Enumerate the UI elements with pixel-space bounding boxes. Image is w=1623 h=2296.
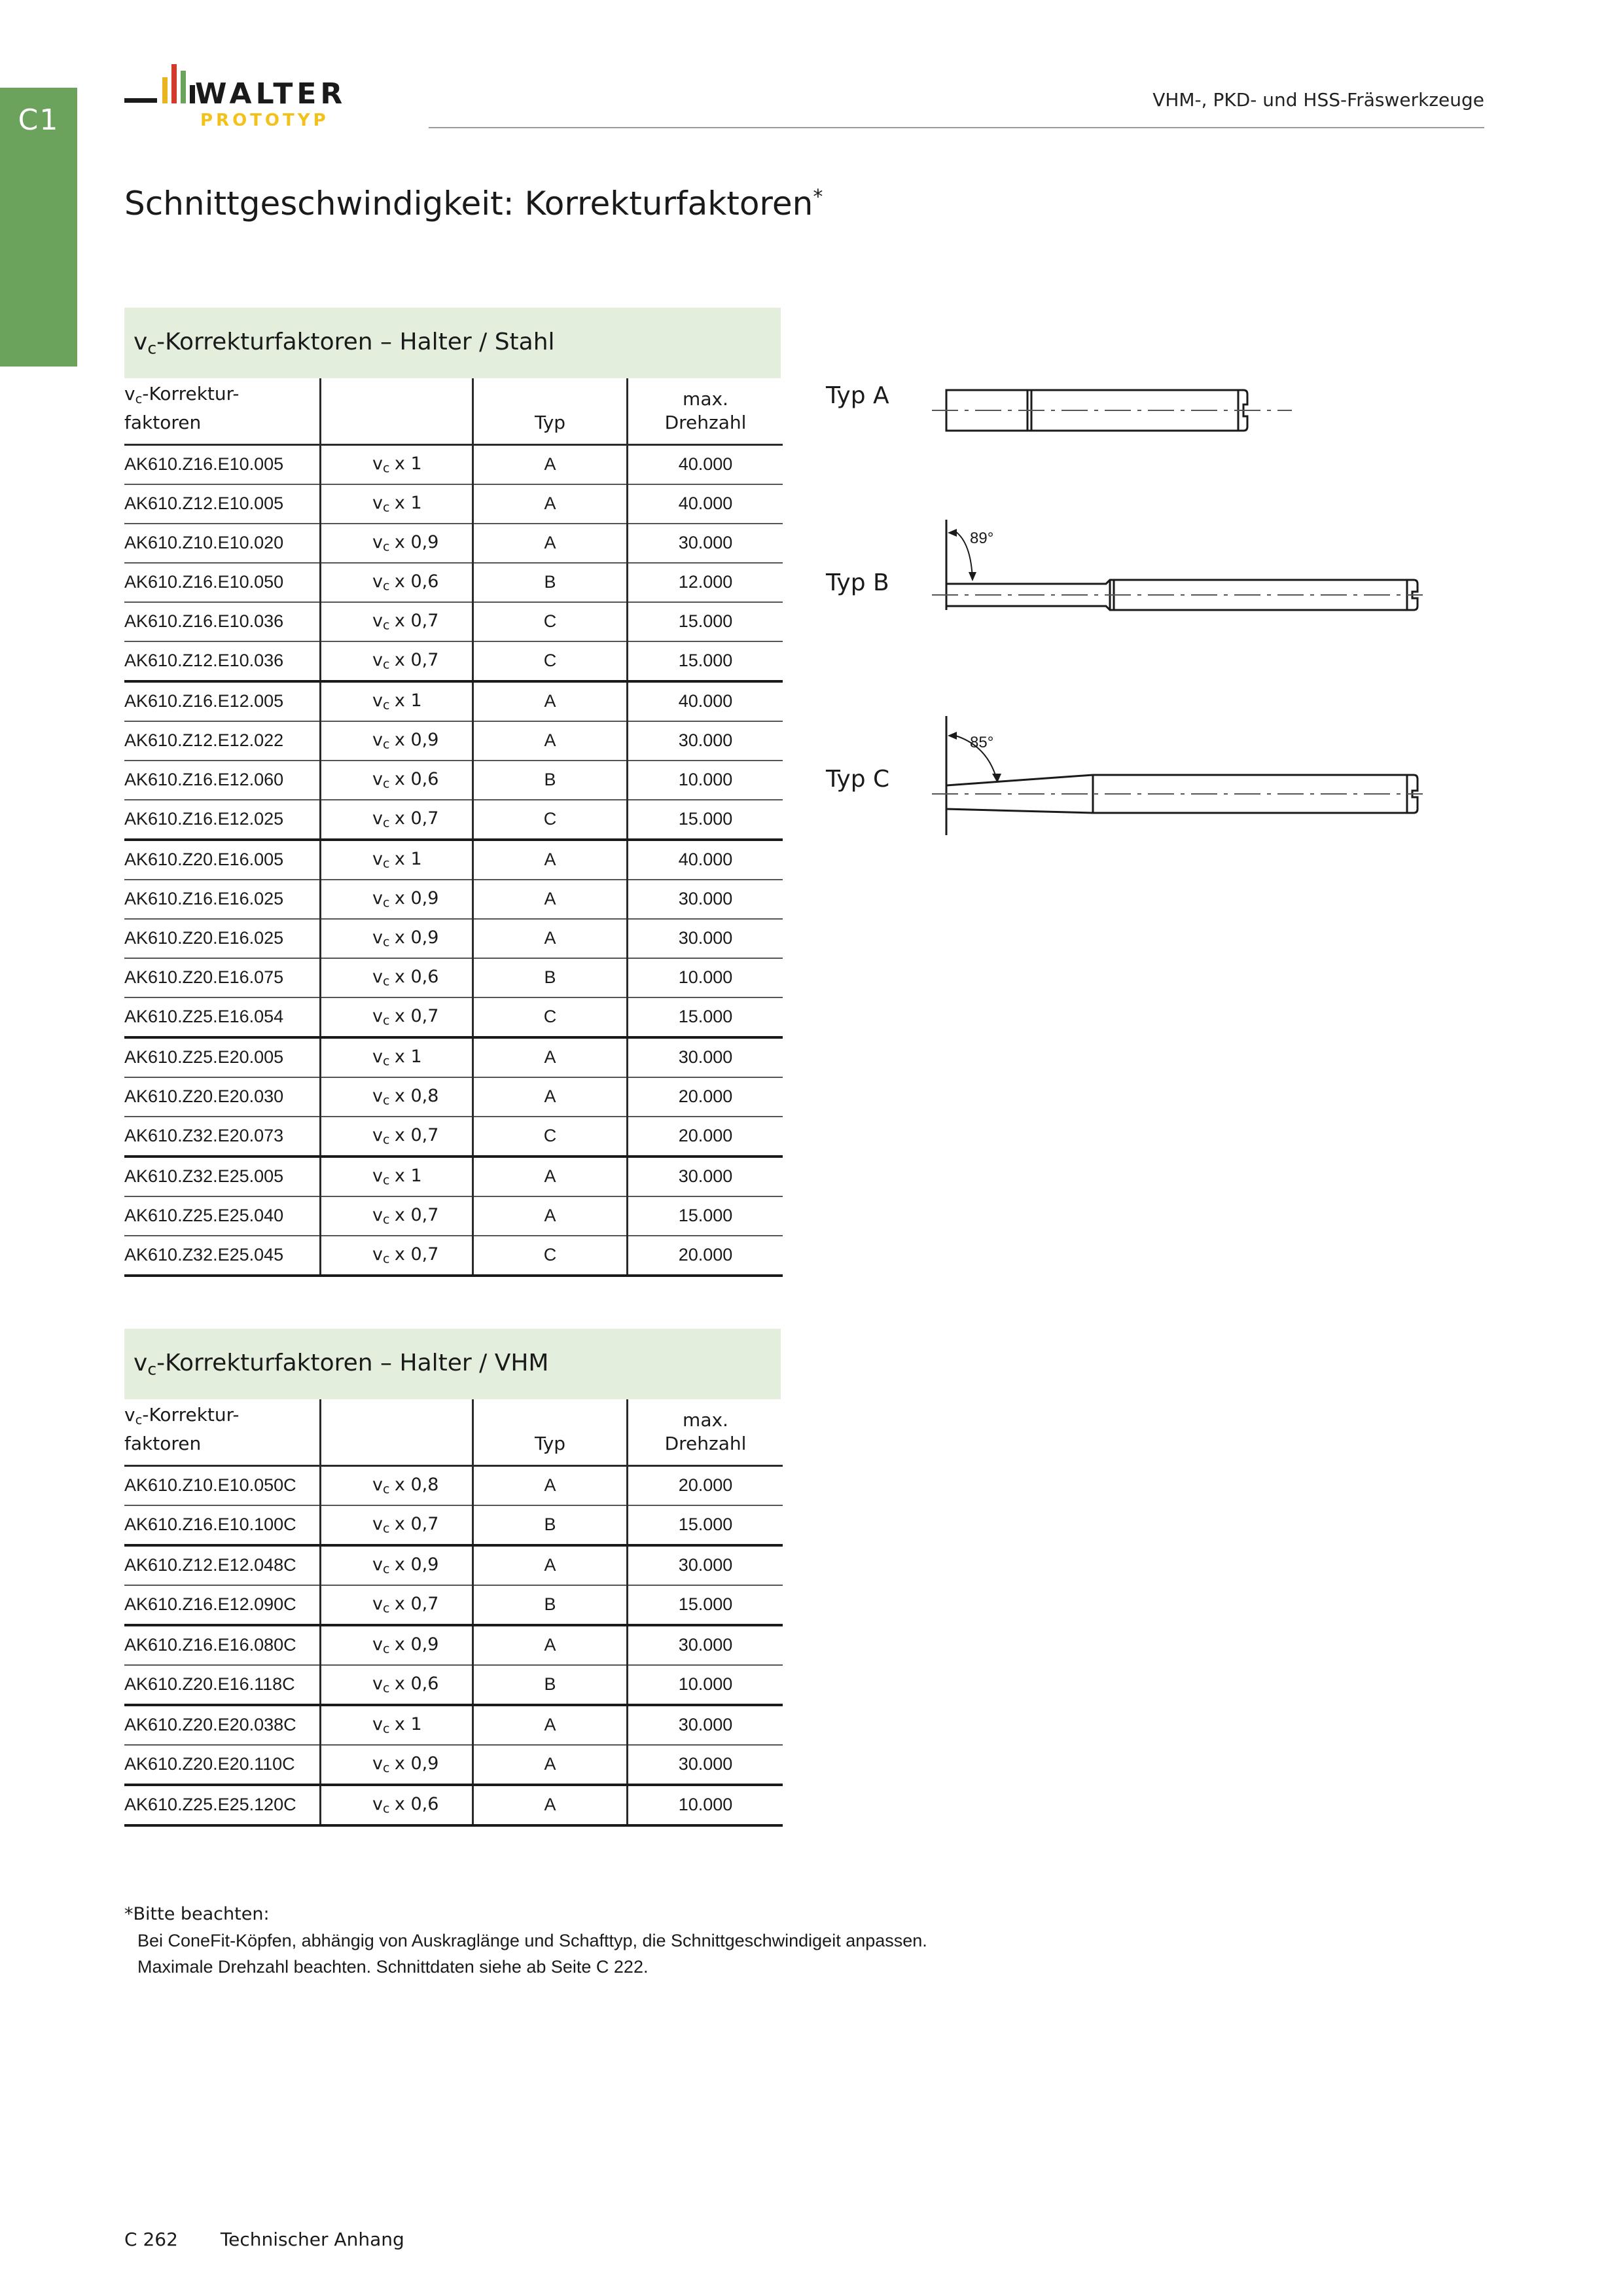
table-row (124, 1745, 783, 1785)
factor-value: x 1 (394, 1714, 422, 1735)
cell-typ: A (473, 1785, 628, 1825)
vhm-table-title: $v_c$-Korrekturfaktoren – Halter / VHM (124, 1329, 781, 1399)
cell-factor (321, 919, 473, 958)
cell-factor (321, 1745, 473, 1785)
cell-typ: A (473, 1545, 628, 1585)
vc-symbol: $v_c$ (372, 1514, 390, 1536)
vc-symbol: $v_c$ (372, 1125, 390, 1147)
cell-factor (321, 484, 473, 524)
cell-max-rpm: 30.000 (628, 1705, 783, 1745)
footnote (124, 1901, 927, 1980)
cell-factor (321, 1196, 473, 1236)
cell-code: AK610.Z20.E16.075 (124, 958, 321, 997)
vc-symbol: $v_c$ (372, 611, 390, 633)
vc-symbol: $v_c$ (372, 888, 390, 910)
vhm-table-section (124, 1329, 781, 1827)
cell-max-rpm: 15.000 (628, 1585, 783, 1625)
factor-value: x 1 (394, 1166, 422, 1187)
cell-typ: A (473, 681, 628, 721)
table-row (124, 641, 783, 681)
cell-typ: A (473, 880, 628, 919)
factor-value: x 0,7 (394, 1594, 439, 1615)
factor-value: x 0,7 (394, 1244, 439, 1265)
cell-factor (321, 1505, 473, 1545)
svg-text:PROTOTYP: PROTOTYP (200, 111, 329, 130)
cell-factor (321, 958, 473, 997)
cell-max-rpm: 30.000 (628, 721, 783, 761)
cell-code: AK610.Z20.E20.110C (124, 1745, 321, 1785)
table-row (124, 761, 783, 800)
vc-symbol: $v_c$ (372, 1554, 390, 1577)
cell-code: AK610.Z16.E10.050 (124, 563, 321, 602)
factor-value: x 0,7 (394, 611, 439, 632)
cell-typ: A (473, 524, 628, 563)
cell-typ: B (473, 761, 628, 800)
cell-typ: A (473, 1705, 628, 1745)
vc-symbol: $v_c$ (372, 454, 390, 476)
vc-symbol: $v_c$ (372, 1594, 390, 1616)
vc-symbol: $v_c$ (372, 1714, 390, 1736)
col-header-factor: $v_c-Korrektur-$ faktoren (124, 1399, 321, 1465)
cell-code: AK610.Z25.E16.054 (124, 997, 321, 1037)
steel-correction-table (124, 378, 783, 1277)
cell-typ: A (473, 1196, 628, 1236)
cell-typ: B (473, 1585, 628, 1625)
cell-factor (321, 1545, 473, 1585)
typ-a-label: Typ A (826, 382, 889, 409)
cell-typ: B (473, 1505, 628, 1545)
vc-symbol: $v_c$ (372, 849, 390, 871)
cell-code: AK610.Z20.E16.025 (124, 919, 321, 958)
svg-text:89°: 89° (970, 529, 994, 547)
cell-factor (321, 1705, 473, 1745)
cell-factor (321, 840, 473, 880)
table-row (124, 602, 783, 641)
cell-typ: C (473, 997, 628, 1037)
cell-code: AK610.Z20.E16.118C (124, 1665, 321, 1705)
typ-b-label: Typ B (826, 569, 889, 596)
cell-factor (321, 1157, 473, 1196)
cell-factor (321, 1236, 473, 1276)
table-row (124, 563, 783, 602)
cell-code: AK610.Z20.E16.005 (124, 840, 321, 880)
cell-typ: C (473, 1117, 628, 1157)
table-row (124, 1157, 783, 1196)
typ-c-diagram (916, 713, 1427, 844)
vhm-table-body (124, 1465, 783, 1825)
cell-max-rpm: 30.000 (628, 1157, 783, 1196)
col-header-value (321, 378, 473, 444)
typ-c-label: Typ C (826, 766, 890, 793)
cell-typ: A (473, 840, 628, 880)
cell-code: AK610.Z16.E16.025 (124, 880, 321, 919)
cell-code: AK610.Z16.E10.100C (124, 1505, 321, 1545)
factor-value: x 0,6 (394, 571, 439, 592)
vc-symbol: $v_c$ (372, 1475, 390, 1497)
steel-table-title: $v_c$-Korrekturfaktoren – Halter / Stahl (124, 308, 781, 378)
table-row (124, 1545, 783, 1585)
cell-code: AK610.Z10.E10.020 (124, 524, 321, 563)
cell-factor (321, 641, 473, 681)
vc-symbol: $v_c$ (372, 1047, 390, 1069)
cell-code: AK610.Z12.E10.005 (124, 484, 321, 524)
cell-factor (321, 721, 473, 761)
factor-value: x 0,7 (394, 1006, 439, 1027)
cell-max-rpm: 40.000 (628, 681, 783, 721)
cell-max-rpm: 20.000 (628, 1236, 783, 1276)
vc-symbol: $v_c$ (372, 1244, 390, 1266)
table-row (124, 681, 783, 721)
cell-typ: A (473, 1745, 628, 1785)
table-row (124, 1465, 783, 1505)
footnote-line-2: Maximale Drehzahl beachten. Schnittdaten siehe ab Seite C 222. (137, 1957, 649, 1977)
cell-max-rpm: 30.000 (628, 919, 783, 958)
table-row (124, 1037, 783, 1077)
cell-factor (321, 761, 473, 800)
factor-value: x 0,6 (394, 1674, 439, 1695)
cell-max-rpm: 15.000 (628, 602, 783, 641)
vc-symbol: $v_c$ (372, 571, 390, 594)
table-row (124, 1665, 783, 1705)
factor-value: x 0,8 (394, 1086, 439, 1107)
cell-max-rpm: 20.000 (628, 1117, 783, 1157)
table-row (124, 1625, 783, 1665)
cell-code: AK610.Z12.E12.022 (124, 721, 321, 761)
vc-symbol: $v_c$ (372, 769, 390, 791)
cell-factor (321, 563, 473, 602)
factor-value: x 0,9 (394, 532, 439, 553)
cell-max-rpm: 40.000 (628, 840, 783, 880)
typ-a-diagram (916, 367, 1309, 452)
col-header-typ: Typ (473, 1399, 628, 1465)
cell-max-rpm: 15.000 (628, 800, 783, 840)
factor-value: x 1 (394, 691, 422, 711)
cell-factor (321, 997, 473, 1037)
cell-factor (321, 602, 473, 641)
cell-max-rpm: 30.000 (628, 524, 783, 563)
page-title: Schnittgeschwindigkeit: Korrekturfaktoren* (124, 185, 823, 223)
table-row (124, 1705, 783, 1745)
cell-typ: A (473, 721, 628, 761)
cell-typ: A (473, 919, 628, 958)
cell-factor (321, 1465, 473, 1505)
cell-max-rpm: 12.000 (628, 563, 783, 602)
cell-factor (321, 1665, 473, 1705)
cell-max-rpm: 20.000 (628, 1077, 783, 1117)
vc-symbol: $v_c$ (372, 1006, 390, 1028)
cell-typ: B (473, 563, 628, 602)
cell-factor (321, 800, 473, 840)
chapter-tab (0, 88, 77, 367)
col-header-max-rpm: max. Drehzahl (628, 378, 783, 444)
cell-max-rpm: 10.000 (628, 1785, 783, 1825)
cell-factor (321, 1585, 473, 1625)
cell-factor (321, 1785, 473, 1825)
header-divider (429, 127, 1484, 128)
vc-symbol: $v_c$ (372, 493, 390, 515)
factor-value: x 1 (394, 1047, 422, 1067)
vc-symbol: $v_c$ (372, 1753, 390, 1776)
cell-typ: A (473, 484, 628, 524)
cell-code: AK610.Z20.E20.030 (124, 1077, 321, 1117)
cell-code: AK610.Z16.E12.090C (124, 1585, 321, 1625)
factor-value: x 0,6 (394, 769, 439, 790)
table-row (124, 919, 783, 958)
table-row (124, 1585, 783, 1625)
vc-symbol: $v_c$ (372, 1166, 390, 1188)
cell-code: AK610.Z25.E20.005 (124, 1037, 321, 1077)
vc-symbol: $v_c$ (372, 691, 390, 713)
cell-code: AK610.Z16.E10.036 (124, 602, 321, 641)
cell-code: AK610.Z16.E12.025 (124, 800, 321, 840)
header-title: VHM-, PKD- und HSS-Fräswerkzeuge (1152, 89, 1484, 111)
cell-factor (321, 444, 473, 484)
col-header-typ: Typ (473, 378, 628, 444)
cell-code: AK610.Z25.E25.120C (124, 1785, 321, 1825)
factor-value: x 0,9 (394, 888, 439, 909)
cell-typ: A (473, 1465, 628, 1505)
cell-code: AK610.Z16.E10.005 (124, 444, 321, 484)
table-row (124, 1196, 783, 1236)
cell-typ: C (473, 1236, 628, 1276)
factor-value: x 0,9 (394, 1753, 439, 1774)
vc-symbol: $v_c$ (372, 967, 390, 989)
factor-value: x 1 (394, 454, 422, 475)
factor-value: x 0,6 (394, 1794, 439, 1815)
vc-symbol: $v_c$ (372, 1205, 390, 1227)
steel-table-body (124, 444, 783, 1276)
col-header-factor: $v_c-Korrektur-$ faktoren (124, 378, 321, 444)
col-header-value (321, 1399, 473, 1465)
cell-max-rpm: 15.000 (628, 997, 783, 1037)
cell-typ: A (473, 1625, 628, 1665)
cell-max-rpm: 30.000 (628, 1745, 783, 1785)
cell-code: AK610.Z16.E16.080C (124, 1625, 321, 1665)
svg-text:WALTER: WALTER (195, 77, 347, 111)
vc-symbol: $v_c$ (372, 1794, 390, 1816)
cell-max-rpm: 15.000 (628, 1196, 783, 1236)
table-row (124, 1505, 783, 1545)
cell-max-rpm: 10.000 (628, 761, 783, 800)
cell-code: AK610.Z12.E10.036 (124, 641, 321, 681)
cell-max-rpm: 40.000 (628, 484, 783, 524)
cell-typ: C (473, 602, 628, 641)
cell-factor (321, 1037, 473, 1077)
vc-symbol: $v_c$ (372, 650, 390, 672)
cell-max-rpm: 15.000 (628, 1505, 783, 1545)
table-row (124, 1117, 783, 1157)
vc-symbol: $v_c$ (372, 808, 390, 831)
cell-factor (321, 681, 473, 721)
vc-symbol: $v_c$ (372, 927, 390, 950)
cell-typ: B (473, 1665, 628, 1705)
factor-value: x 0,9 (394, 730, 439, 751)
table-row (124, 444, 783, 484)
factor-value: x 0,7 (394, 808, 439, 829)
table-row (124, 484, 783, 524)
vc-symbol: $v_c$ (372, 1086, 390, 1108)
table-row (124, 800, 783, 840)
cell-code: AK610.Z12.E12.048C (124, 1545, 321, 1585)
factor-value: x 0,8 (394, 1475, 439, 1496)
factor-value: x 0,9 (394, 1634, 439, 1655)
table-row (124, 958, 783, 997)
vc-symbol: $v_c$ (372, 730, 390, 752)
steel-table-section (124, 308, 781, 1277)
cell-typ: B (473, 958, 628, 997)
page-number: C 262 (124, 2229, 178, 2250)
cell-code: AK610.Z25.E25.040 (124, 1196, 321, 1236)
table-row (124, 880, 783, 919)
cell-factor (321, 524, 473, 563)
factor-value: x 0,7 (394, 650, 439, 671)
vc-symbol: $v_c$ (372, 1674, 390, 1696)
cell-typ: A (473, 444, 628, 484)
cell-max-rpm: 15.000 (628, 641, 783, 681)
cell-code: AK610.Z32.E25.005 (124, 1157, 321, 1196)
cell-factor (321, 880, 473, 919)
footnote-line-1: Bei ConeFit-Köpfen, abhängig von Auskraglänge und Schafttyp, die Schnittgeschwindigeit anpassen. (137, 1931, 927, 1950)
factor-value: x 1 (394, 493, 422, 514)
chapter-tab-label: C1 (18, 103, 60, 137)
cell-typ: A (473, 1157, 628, 1196)
factor-value: x 1 (394, 849, 422, 870)
cell-code: AK610.Z32.E20.073 (124, 1117, 321, 1157)
page-footer (124, 2229, 404, 2250)
table-row (124, 840, 783, 880)
cell-typ: C (473, 641, 628, 681)
cell-max-rpm: 10.000 (628, 958, 783, 997)
cell-max-rpm: 30.000 (628, 1037, 783, 1077)
cell-max-rpm: 30.000 (628, 1545, 783, 1585)
table-row (124, 721, 783, 761)
section-name: Technischer Anhang (220, 2229, 404, 2250)
col-header-max-rpm: max. Drehzahl (628, 1399, 783, 1465)
vhm-correction-table (124, 1399, 783, 1827)
cell-code: AK610.Z16.E12.005 (124, 681, 321, 721)
cell-code: AK610.Z10.E10.050C (124, 1465, 321, 1505)
factor-value: x 0,7 (394, 1125, 439, 1146)
cell-typ: A (473, 1077, 628, 1117)
cell-max-rpm: 30.000 (628, 1625, 783, 1665)
cell-typ: C (473, 800, 628, 840)
cell-factor (321, 1625, 473, 1665)
factor-value: x 0,7 (394, 1514, 439, 1535)
table-row (124, 524, 783, 563)
footnote-title: *Bitte beachten: (124, 1904, 270, 1924)
vc-symbol: $v_c$ (372, 532, 390, 554)
cell-max-rpm: 30.000 (628, 880, 783, 919)
factor-value: x 0,6 (394, 967, 439, 988)
cell-factor (321, 1077, 473, 1117)
factor-value: x 0,9 (394, 927, 439, 948)
cell-max-rpm: 20.000 (628, 1465, 783, 1505)
cell-factor (321, 1117, 473, 1157)
cell-code: AK610.Z32.E25.045 (124, 1236, 321, 1276)
factor-value: x 0,9 (394, 1554, 439, 1575)
typ-b-diagram (916, 517, 1427, 635)
factor-value: x 0,7 (394, 1205, 439, 1226)
vc-symbol: $v_c$ (372, 1634, 390, 1657)
cell-code: AK610.Z20.E20.038C (124, 1705, 321, 1745)
cell-max-rpm: 10.000 (628, 1665, 783, 1705)
cell-typ: A (473, 1037, 628, 1077)
walter-prototyp-logo (124, 59, 406, 135)
cell-max-rpm: 40.000 (628, 444, 783, 484)
svg-text:85°: 85° (970, 734, 994, 751)
table-row (124, 997, 783, 1037)
table-row (124, 1077, 783, 1117)
table-row (124, 1785, 783, 1825)
cell-code: AK610.Z16.E12.060 (124, 761, 321, 800)
table-row (124, 1236, 783, 1276)
